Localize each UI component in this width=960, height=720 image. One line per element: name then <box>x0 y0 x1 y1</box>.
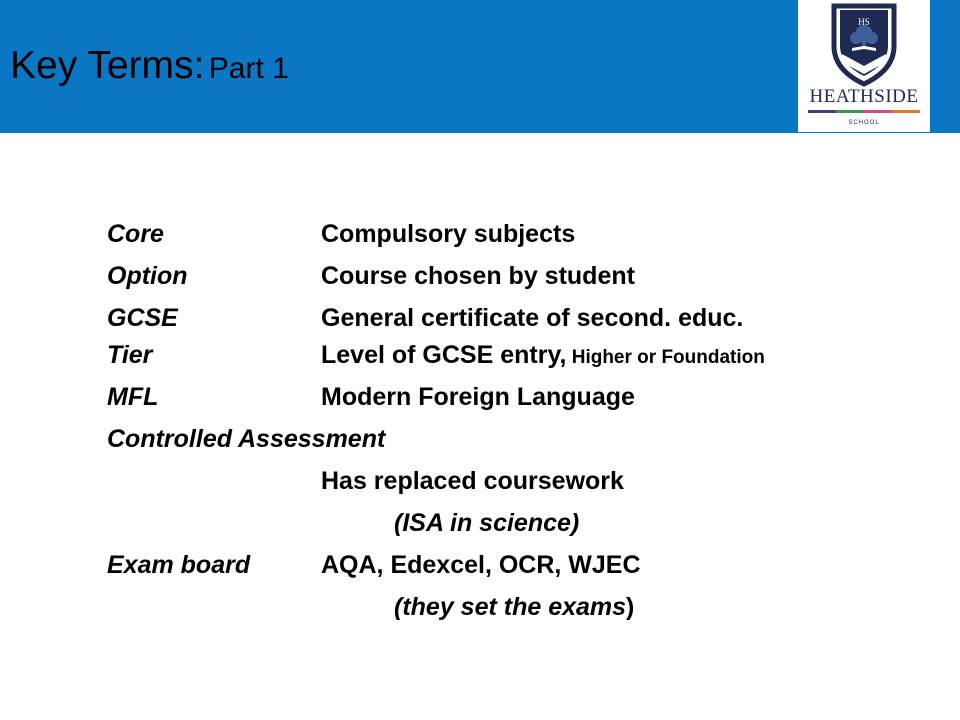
title-main: Key Terms: <box>10 44 205 87</box>
term-label: Exam board <box>107 551 251 579</box>
page-title <box>10 44 289 88</box>
term-definition: Course chosen by student <box>321 262 635 290</box>
term-definition: AQA, Edexcel, OCR, WJEC <box>321 551 641 579</box>
term-note-italic: (they set the exams <box>394 593 627 621</box>
term-note: (ISA in science) <box>394 509 580 537</box>
logo-stripe <box>892 110 920 113</box>
logo-stripe <box>836 110 864 113</box>
term-note-close: ) <box>626 593 635 621</box>
term-definition <box>321 341 765 370</box>
school-logo <box>798 0 930 132</box>
term-definition: Has replaced coursework <box>321 467 624 495</box>
term-definition: Compulsory subjects <box>321 220 576 248</box>
term-label: Tier <box>107 341 153 369</box>
logo-stripe <box>864 110 892 113</box>
logo-stripe <box>808 110 836 113</box>
term-definition: General certificate of second. educ. <box>321 304 744 332</box>
term-definition-small: Higher or Foundation <box>566 347 765 368</box>
term-definition: Modern Foreign Language <box>321 383 635 411</box>
logo-stripes <box>808 110 920 113</box>
title-sub: Part 1 <box>208 52 289 85</box>
term-definition-main: Level of GCSE entry, <box>321 341 567 369</box>
logo-initials: HS <box>858 17 870 27</box>
term-label: Controlled Assessment <box>107 425 386 453</box>
term-label: GCSE <box>107 304 178 332</box>
term-label: Core <box>107 220 164 248</box>
term-note <box>394 593 634 622</box>
term-label: MFL <box>107 383 159 411</box>
logo-sub: SCHOOL <box>848 120 880 126</box>
logo-name: HEATHSIDE <box>809 86 919 107</box>
term-label: Option <box>107 262 188 290</box>
